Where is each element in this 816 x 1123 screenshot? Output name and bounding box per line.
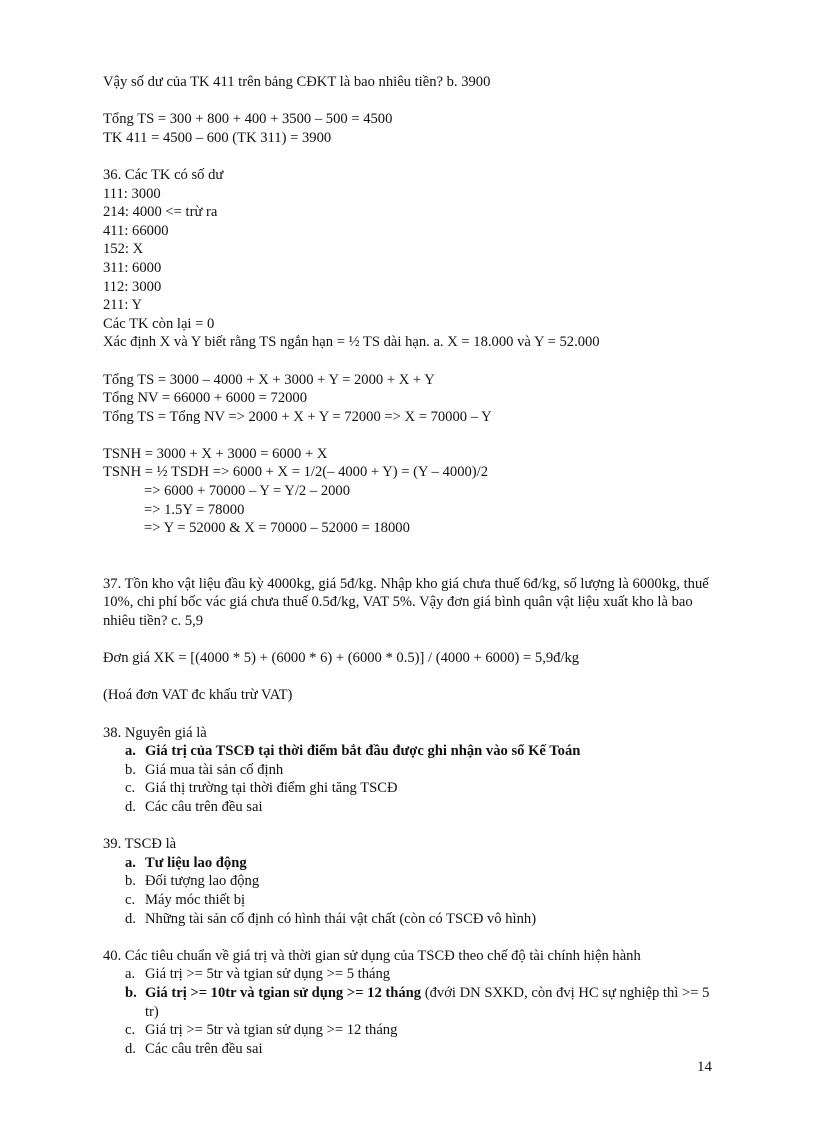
page-content <box>103 73 723 1058</box>
q38-option-c <box>103 779 723 798</box>
q36-calc-line: Tổng NV = 66000 + 6000 = 72000 <box>103 390 308 407</box>
q39-option-c <box>103 891 723 910</box>
q36-line: 211: Y <box>103 297 143 314</box>
option-letter: a. <box>125 854 136 871</box>
option-text: Giá thị trường tại thời điểm ghi tăng TSCĐ <box>145 780 398 797</box>
q36-calc-step: => Y = 52000 & X = 70000 – 52000 = 18000 <box>144 520 410 537</box>
q36-calc-step: => 1.5Y = 78000 <box>144 501 245 518</box>
q39-question: 39. TSCĐ là <box>103 836 177 853</box>
q38-question: 38. Nguyên giá là <box>103 724 207 741</box>
q36-line: Các TK còn lại = 0 <box>103 315 215 332</box>
q37-calc: Đơn giá XK = [(4000 * 5) + (6000 * 6) + (6000 * 0.5)] / (4000 + 6000) = 5,9đ/kg <box>103 650 580 667</box>
q36-line: 112: 3000 <box>103 278 162 295</box>
intro-calc-line: TK 411 = 4500 – 600 (TK 311) = 3900 <box>103 129 332 146</box>
option-letter: d. <box>125 1040 136 1057</box>
option-letter: c. <box>125 891 136 908</box>
option-text: Giá trị của TSCĐ tại thời điểm bắt đầu được ghi nhận vào sổ Kế Toán <box>145 743 581 760</box>
option-text: Tư liệu lao động <box>145 854 247 871</box>
q38-option-d <box>103 798 723 817</box>
q36-calc-line: TSNH = 3000 + X + 3000 = 6000 + X <box>103 445 328 462</box>
option-letter: b. <box>125 761 136 778</box>
option-letter: a. <box>125 966 136 983</box>
option-letter: d. <box>125 798 136 815</box>
option-letter: d. <box>125 910 136 927</box>
q36-line: 214: 4000 <= trừ ra <box>103 204 218 221</box>
option-text: Giá mua tài sản cố định <box>145 761 284 778</box>
option-text: Máy móc thiết bị <box>145 891 246 908</box>
q40-option-b <box>103 984 723 1021</box>
q36-line: 311: 6000 <box>103 259 162 276</box>
q36-title: 36. Các TK có số dư <box>103 166 224 183</box>
q39-options <box>103 854 723 928</box>
q38-options <box>103 742 723 816</box>
q38-option-a <box>103 742 723 761</box>
option-text: Các câu trên đều sai <box>145 1040 263 1057</box>
q39-option-b <box>103 872 723 891</box>
q40-option-a <box>103 965 723 984</box>
intro-calc-line: Tổng TS = 300 + 800 + 400 + 3500 – 500 = 4500 <box>103 111 393 128</box>
q36-calc-line: Tổng TS = 3000 – 4000 + X + 3000 + Y = 2000 + X + Y <box>103 371 435 388</box>
q40-options <box>103 965 723 1058</box>
q39-option-a <box>103 854 723 873</box>
q37-note: (Hoá đơn VAT đc khấu trừ VAT) <box>103 687 293 704</box>
q36-line: 411: 66000 <box>103 222 169 239</box>
q36-line: 111: 3000 <box>103 185 161 202</box>
q39-option-d <box>103 910 723 929</box>
q37-question: 37. Tồn kho vật liệu đầu kỳ 4000kg, giá 5đ/kg. Nhập kho giá chưa thuế 6đ/kg, số lượng là 6000kg, thuế 10%, chi phí bốc vác giá chưa thuế 0.5đ/kg, VAT 5%. Vậy đơn giá bình quân vật liệu xuất kho là bao nhiêu tiền? c. 5,9 <box>103 575 709 630</box>
page-number: 14 <box>697 1059 712 1075</box>
option-letter: a. <box>125 743 136 760</box>
option-text <box>145 984 723 1021</box>
q36-calc-line: TSNH = ½ TSDH => 6000 + X = 1/2(– 4000 + Y) = (Y – 4000)/2 <box>103 464 489 481</box>
option-text-bold: Giá trị >= 10tr và tgian sử dụng >= 12 tháng <box>145 984 422 1001</box>
option-text: Giá trị >= 5tr và tgian sử dụng >= 12 tháng <box>145 1022 398 1039</box>
intro-question: Vậy số dư của TK 411 trên bảng CĐKT là bao nhiêu tiền? b. 3900 <box>103 74 491 90</box>
q38-option-b <box>103 761 723 780</box>
q36-line: 152: X <box>103 241 144 258</box>
q36-question: Xác định X và Y biết rằng TS ngắn hạn = ½ TS dài hạn. a. X = 18.000 và Y = 52.000 <box>103 334 600 351</box>
q40-option-d <box>103 1040 723 1059</box>
option-text-rest: (đvới DN SXKD, còn đvị HC sự nghiệp thì >= 5 tr) <box>145 984 710 1020</box>
option-letter: c. <box>125 780 136 797</box>
option-text: Các câu trên đều sai <box>145 798 263 815</box>
q40-option-c <box>103 1021 723 1040</box>
option-letter: c. <box>125 1022 136 1039</box>
option-text: Giá trị >= 5tr và tgian sử dụng >= 5 tháng <box>145 966 391 983</box>
option-letter: b. <box>125 984 137 1001</box>
q36-calc-line: Tổng TS = Tổng NV => 2000 + X + Y = 72000 => X = 70000 – Y <box>103 408 492 425</box>
option-text: Đối tượng lao động <box>145 873 260 890</box>
q40-question: 40. Các tiêu chuẩn về giá trị và thời gian sử dụng của TSCĐ theo chế độ tài chính hiện hành <box>103 947 641 964</box>
option-text: Những tài sản cố định có hình thái vật chất (còn có TSCĐ vô hình) <box>145 910 537 927</box>
q36-calc-step: => 6000 + 70000 – Y = Y/2 – 2000 <box>144 483 351 500</box>
option-letter: b. <box>125 873 136 890</box>
